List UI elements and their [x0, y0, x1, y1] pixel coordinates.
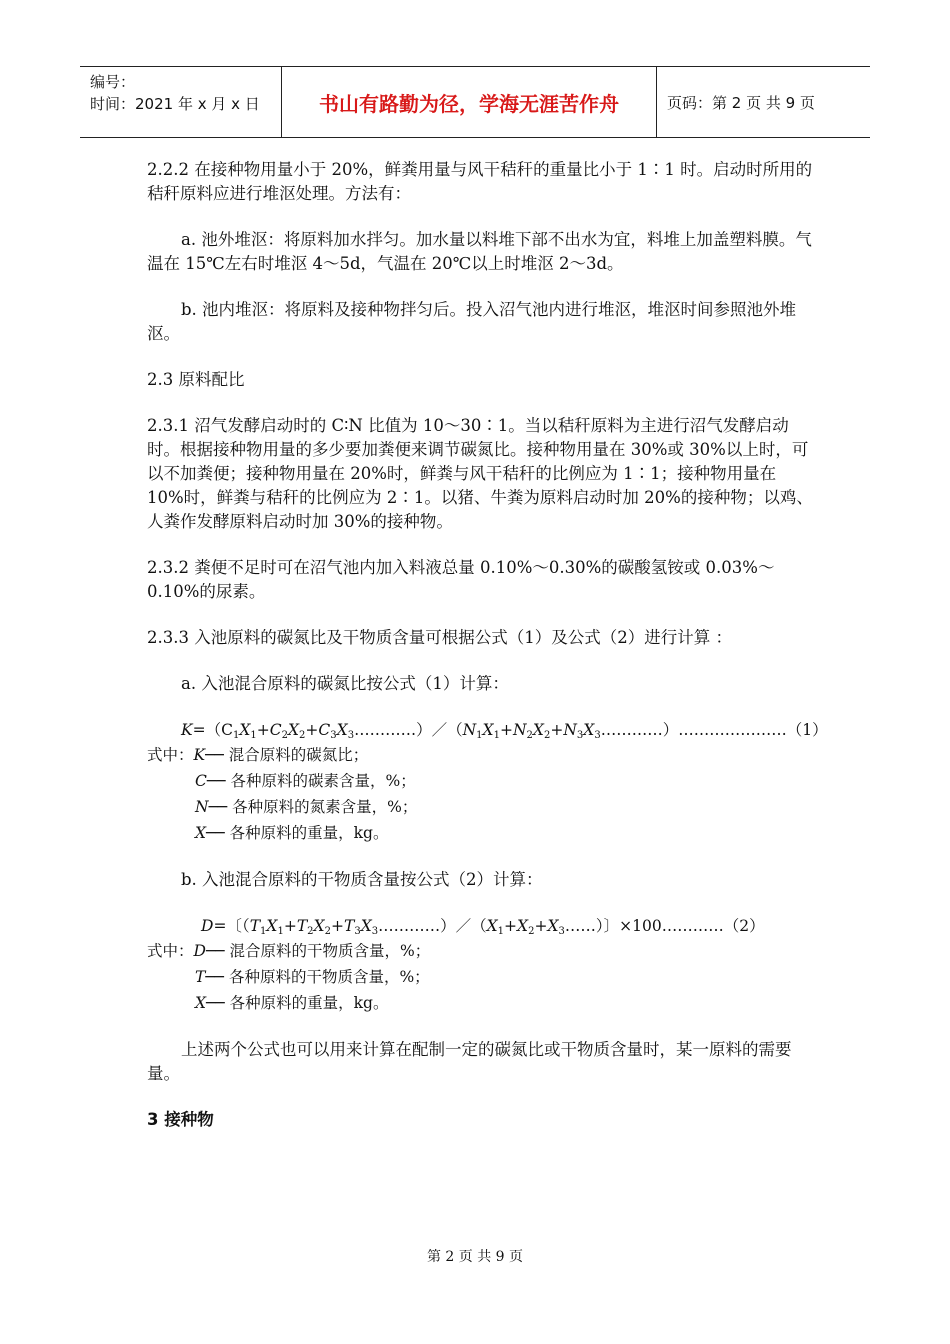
- formula-2-number: ×100…………（2）: [619, 917, 765, 935]
- formula-2-variables: 式中：D── 混合原料的干物质含量，%； T── 各种原料的干物质含量，%； X── 各种原料的重量，kg。: [147, 942, 431, 1012]
- var-n-desc: 各种原料的氮素含量，%；: [232, 798, 418, 816]
- formula-1-intro: a. 入池混合原料的碳氮比按公式（1）计算：: [181, 674, 509, 693]
- document-body: [147, 158, 828, 1154]
- formula-1-number: …………………（1）: [678, 721, 828, 739]
- page-footer: 第 2 页 共 9 页: [426, 1249, 524, 1265]
- summary-paragraph: 上述两个公式也可以用来计算在配制一定的碳氮比或干物质含量时，某一原料的需要量。: [147, 1040, 792, 1083]
- formula-2: D=〔$(T_1X_1+T_2X_2+T_3X_3\dots\dots\dots\dots)/(X_1+X_2+X_3\dots\dots)$〕×100…………（2）: [201, 917, 765, 937]
- time-label: 时间：2021 年 x 月 x 日: [90, 95, 260, 113]
- var-c-desc: 各种原料的碳素含量，%；: [230, 772, 416, 790]
- heading-3: 3 接种物: [147, 1110, 214, 1129]
- formula-1-variables: 式中：K── 混合原料的碳氮比； C── 各种原料的碳素含量，%； N── 各种原料的氮素含量，%； X── 各种原料的重量，kg。: [147, 746, 418, 842]
- section-2-2-2: 2.2.2 在接种物用量小于 20%，鲜粪用量与风干秸秆的重量比小于 1∶1 时。启动时所用的秸秆原料应进行堆沤处理。方法有：: [147, 160, 813, 203]
- formula-1: $K=(C_1X_1+C_2X_2+C_3X_3\dots\dots\dots\dots)/(N_1X_1+N_2X_2+N_3X_3\dots\dots\dots\dots)\dots\dots\dots\dots\dots\dots\dots(1)$: [181, 721, 828, 741]
- header-page-number: 页码：第 2 页 共 9 页: [667, 93, 815, 112]
- section-2-3-2: 2.3.2 粪便不足时可在沼气池内加入料液总量 0.10%～0.30%的碳酸氢铵或 0.03%～0.10%的尿素。: [147, 558, 775, 601]
- header-motto: 书山有路勤为径，学海无涯苦作舟: [282, 67, 657, 137]
- item-a-outside-composting: a. 池外堆沤：将原料加水拌匀。加水量以料堆下部不出水为宜，料堆上加盖塑料膜。气温在 15℃左右时堆沤 4～5d，气温在 20℃以上时堆沤 2～3d。: [147, 230, 812, 273]
- var-k-desc: 混合原料的碳氮比；: [228, 746, 369, 764]
- section-2-3-1: 2.3.1 沼气发酵启动时的 C∶N 比值为 10～30∶1。当以秸秆原料为主进行沼气发酵启动时。根据接种物用量的多少要加粪便来调节碳氮比。接种物用量在 30%或 30%以上时，可以不加粪便；接种物用量在 20%时，鲜粪与风干秸秆的比例应为 1∶1；接种物用量在 10%时，鲜粪与秸秆的比例应为 2∶1。以猪、牛粪为原料启动时加 20%的接种物；以鸡、人粪作发酵原料启动时加 30%的接种物。: [147, 416, 813, 531]
- var-x2-desc: 各种原料的重量，kg。: [229, 994, 389, 1012]
- code-label: 编号：: [90, 73, 136, 91]
- var-d-desc: 混合原料的干物质含量，%；: [229, 942, 431, 960]
- heading-2-3: 2.3 原料配比: [147, 370, 245, 389]
- item-b-inside-composting: b. 池内堆沤：将原料及接种物拌匀后。投入沼气池内进行堆沤，堆沤时间参照池外堆沤。: [147, 300, 797, 343]
- section-2-3-3: 2.3.3 入池原料的碳氮比及干物质含量可根据公式（1）及公式（2）进行计算 ：: [147, 628, 732, 647]
- var-t-desc: 各种原料的干物质含量，%；: [228, 968, 430, 986]
- page-header: [80, 66, 870, 138]
- header-meta: [80, 67, 282, 137]
- var-x-desc: 各种原料的重量，kg。: [229, 824, 389, 842]
- formula-2-intro: b. 入池混合原料的干物质含量按公式（2）计算：: [181, 870, 543, 889]
